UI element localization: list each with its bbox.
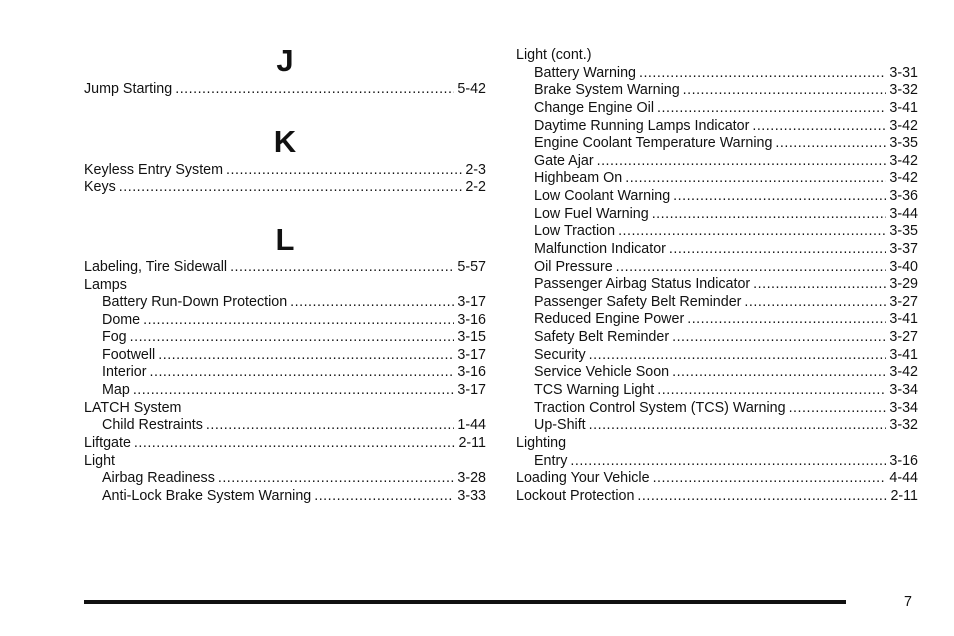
- page-ref: 3-40: [889, 259, 918, 275]
- dot-leader: [669, 241, 886, 259]
- page-ref: 3-15: [457, 329, 486, 345]
- dot-leader: [753, 276, 886, 294]
- dot-leader: [752, 118, 886, 136]
- index-subentry: [534, 82, 918, 100]
- index-subentry: [102, 470, 486, 488]
- dot-leader: [683, 82, 887, 100]
- page-ref: 3-41: [889, 311, 918, 327]
- index-subentry: [534, 153, 918, 171]
- dot-leader: [134, 435, 456, 453]
- index-entry: [84, 162, 486, 180]
- section-letter-l: L: [275, 222, 295, 257]
- page-ref: 4-44: [889, 470, 918, 486]
- index-subentry: [102, 417, 486, 435]
- page-ref: 3-16: [889, 453, 918, 469]
- dot-leader: [218, 470, 455, 488]
- page-ref: 3-36: [889, 188, 918, 204]
- index-heading: LATCH System: [84, 400, 182, 416]
- entry-label: Fog: [102, 329, 127, 345]
- dot-leader: [570, 453, 886, 471]
- entry-label: Keyless Entry System: [84, 162, 224, 178]
- index-heading: Lighting: [516, 435, 567, 451]
- page-ref: 3-17: [457, 347, 486, 363]
- dot-leader: [618, 223, 886, 241]
- dot-leader: [657, 100, 886, 118]
- dot-leader: [672, 329, 886, 347]
- dot-leader: [175, 81, 454, 99]
- index-subentry: [102, 294, 486, 312]
- dot-leader: [133, 382, 455, 400]
- entry-label: Traction Control System (TCS) Warning: [534, 400, 786, 416]
- dot-leader: [119, 179, 463, 197]
- index-subentry: [534, 135, 918, 153]
- index-entry: [84, 435, 486, 453]
- entry-label: Reduced Engine Power: [534, 311, 685, 327]
- entry-label: Airbag Readiness: [102, 470, 215, 486]
- page-ref: 3-17: [457, 382, 486, 398]
- entry-label: TCS Warning Light: [534, 382, 655, 398]
- index-subentry: [534, 118, 918, 136]
- entry-label: Passenger Airbag Status Indicator: [534, 276, 751, 292]
- entry-label: Gate Ajar: [534, 153, 594, 169]
- page-number: 7: [904, 594, 912, 610]
- entry-label: Loading Your Vehicle: [516, 470, 650, 486]
- section-letter-k: K: [273, 124, 297, 159]
- page-ref: 2-3: [465, 162, 486, 178]
- index-subentry: [534, 188, 918, 206]
- section-letter-j: J: [276, 43, 294, 78]
- index-subentry: [102, 382, 486, 400]
- page-ref: 3-33: [457, 488, 486, 504]
- index-subentry: [534, 382, 918, 400]
- dot-leader: [230, 259, 454, 277]
- entry-label: Dome: [102, 312, 141, 328]
- index-subentry: [534, 276, 918, 294]
- page-ref: 2-2: [465, 179, 486, 195]
- index-subentry: [534, 347, 918, 365]
- index-subentry: [534, 241, 918, 259]
- dot-leader: [673, 188, 886, 206]
- dot-leader: [637, 488, 887, 506]
- entry-label: Labeling, Tire Sidewall: [84, 259, 228, 275]
- dot-leader: [589, 347, 887, 365]
- footer-rule: [84, 600, 846, 604]
- dot-leader: [652, 206, 887, 224]
- entry-label: Oil Pressure: [534, 259, 613, 275]
- dot-leader: [775, 135, 886, 153]
- page-ref: 2-11: [890, 488, 918, 504]
- entry-label: Low Traction: [534, 223, 616, 239]
- page-ref: 3-28: [457, 470, 486, 486]
- index-subentry: [534, 223, 918, 241]
- dot-leader: [639, 65, 886, 83]
- index-subentry: [534, 311, 918, 329]
- entry-label: Safety Belt Reminder: [534, 329, 670, 345]
- dot-leader: [150, 364, 455, 382]
- index-subentry: [534, 329, 918, 347]
- page-ref: 1-44: [457, 417, 486, 433]
- index-subentry: [534, 65, 918, 83]
- dot-leader: [657, 382, 886, 400]
- page-ref: 3-29: [889, 276, 918, 292]
- entry-label: Low Coolant Warning: [534, 188, 671, 204]
- dot-leader: [158, 347, 454, 365]
- entry-label: Security: [534, 347, 586, 363]
- index-subentry: [534, 417, 918, 435]
- index-subentry: [534, 294, 918, 312]
- index-heading: Lamps: [84, 277, 127, 293]
- dot-leader: [653, 470, 887, 488]
- page-ref: 3-44: [889, 206, 918, 222]
- index-subentry: [534, 259, 918, 277]
- dot-leader: [206, 417, 454, 435]
- index-subentry: [534, 400, 918, 418]
- entry-label: Liftgate: [84, 435, 131, 451]
- entry-label: Keys: [84, 179, 116, 195]
- dot-leader: [314, 488, 454, 506]
- page-ref: 3-32: [889, 82, 918, 98]
- index-subentry: [534, 364, 918, 382]
- index-subentry: [534, 453, 918, 471]
- page-ref: 5-42: [457, 81, 486, 97]
- dot-leader: [143, 312, 454, 330]
- page-ref: 3-34: [889, 382, 918, 398]
- dot-leader: [687, 311, 886, 329]
- page-ref: 3-41: [889, 347, 918, 363]
- page-ref: 3-31: [889, 65, 918, 81]
- index-subentry: [102, 312, 486, 330]
- index-entry: [84, 81, 486, 99]
- entry-label: Up-Shift: [534, 417, 586, 433]
- index-subentry: [102, 347, 486, 365]
- page-ref: 3-27: [889, 294, 918, 310]
- index-subentry: [534, 206, 918, 224]
- entry-label: Child Restraints: [102, 417, 203, 433]
- entry-label: Entry: [534, 453, 568, 469]
- index-subentry: [102, 488, 486, 506]
- index-entry: [84, 179, 486, 197]
- entry-label: Low Fuel Warning: [534, 206, 649, 222]
- entry-label: Battery Run-Down Protection: [102, 294, 288, 310]
- entry-label: Change Engine Oil: [534, 100, 655, 116]
- dot-leader: [597, 153, 887, 171]
- page-ref: 3-37: [889, 241, 918, 257]
- page-ref: 3-41: [889, 100, 918, 116]
- entry-label: Map: [102, 382, 130, 398]
- index-entry: [516, 488, 918, 506]
- page-ref: 5-57: [457, 259, 486, 275]
- entry-label: Battery Warning: [534, 65, 636, 81]
- entry-label: Brake System Warning: [534, 82, 680, 98]
- page-ref: 2-11: [458, 435, 486, 451]
- dot-leader: [290, 294, 454, 312]
- page-ref: 3-42: [889, 364, 918, 380]
- dot-leader: [789, 400, 887, 418]
- entry-label: Interior: [102, 364, 147, 380]
- index-subentry: [102, 364, 486, 382]
- page-ref: 3-42: [889, 170, 918, 186]
- dot-leader: [672, 364, 886, 382]
- index-entry: [84, 259, 486, 277]
- dot-leader: [625, 170, 886, 188]
- dot-leader: [130, 329, 455, 347]
- entry-label: Engine Coolant Temperature Warning: [534, 135, 773, 151]
- entry-label: Footwell: [102, 347, 156, 363]
- entry-label: Passenger Safety Belt Reminder: [534, 294, 742, 310]
- page-ref: 3-17: [457, 294, 486, 310]
- page-ref: 3-35: [889, 135, 918, 151]
- entry-label: Malfunction Indicator: [534, 241, 666, 257]
- page-ref: 3-35: [889, 223, 918, 239]
- index-subentry: [534, 170, 918, 188]
- page-ref: 3-16: [457, 312, 486, 328]
- page-ref: 3-16: [457, 364, 486, 380]
- index-heading: Light (cont.): [516, 47, 592, 63]
- entry-label: Jump Starting: [84, 81, 173, 97]
- page-ref: 3-27: [889, 329, 918, 345]
- dot-leader: [226, 162, 462, 180]
- entry-label: Lockout Protection: [516, 488, 635, 504]
- page-ref: 3-42: [889, 153, 918, 169]
- dot-leader: [744, 294, 886, 312]
- entry-label: Anti-Lock Brake System Warning: [102, 488, 312, 504]
- entry-label: Highbeam On: [534, 170, 623, 186]
- index-subentry: [534, 100, 918, 118]
- dot-leader: [616, 259, 887, 277]
- index-subentry: [102, 329, 486, 347]
- entry-label: Daytime Running Lamps Indicator: [534, 118, 750, 134]
- page-ref: 3-34: [889, 400, 918, 416]
- page-ref: 3-42: [889, 118, 918, 134]
- entry-label: Service Vehicle Soon: [534, 364, 670, 380]
- index-entry: [516, 470, 918, 488]
- page-ref: 3-32: [889, 417, 918, 433]
- index-heading: Light: [84, 453, 116, 469]
- dot-leader: [589, 417, 887, 435]
